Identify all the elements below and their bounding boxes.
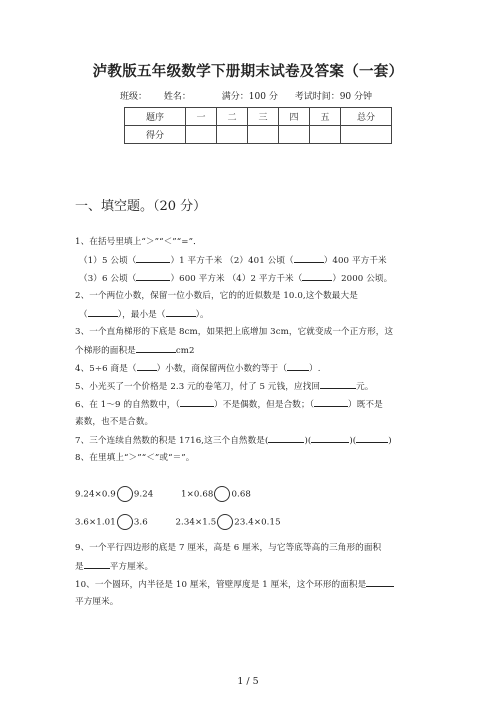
question-1-line-2: （3）6 公顷（ ）600 平方米 （4）2 平方千米（ ）2000 公顷。	[79, 271, 392, 284]
answer-blank[interactable]	[311, 433, 349, 443]
answer-blank[interactable]	[366, 577, 394, 587]
score-table-header-row	[125, 108, 392, 126]
score-cell[interactable]	[310, 126, 341, 144]
score-cell[interactable]	[186, 126, 217, 144]
compare-circle[interactable]	[214, 486, 230, 502]
question-8-row-2: 3.6×1.01 3.6 2.34×1.5 23.4×0.15	[75, 514, 281, 530]
answer-blank[interactable]	[136, 271, 170, 281]
question-9-line-2: 是 平方厘米。	[75, 559, 153, 572]
answer-blank[interactable]	[294, 253, 324, 263]
score-row-label: 得分	[125, 126, 186, 144]
answer-blank[interactable]	[166, 307, 196, 317]
page-number: 1 / 5	[237, 676, 259, 687]
exam-meta	[120, 89, 386, 102]
question-7: 7、三个连续自然数的积是 1716,这三个自然数是( )( )( )	[75, 433, 392, 446]
score-header-cell: 二	[217, 108, 248, 126]
compare-circle[interactable]	[217, 514, 233, 530]
score-header-cell: 题序	[125, 108, 186, 126]
full-score-label: 满分：100 分	[221, 92, 278, 102]
compare-circle[interactable]	[117, 514, 133, 530]
question-1-line-1: （1）5 公顷（ ）1 平方千米 （2）401 公顷（ ）400 平方千米	[79, 253, 387, 266]
score-cell[interactable]	[248, 126, 279, 144]
answer-blank[interactable]	[320, 379, 356, 389]
question-5: 5、小光买了一个价格是 2.3 元的卷笔刀，付了 5 元钱，应找回 元。	[75, 379, 373, 392]
score-cell[interactable]	[341, 126, 392, 144]
question-10-line-2: 平方厘米。	[75, 597, 119, 607]
score-header-cell: 总分	[341, 108, 392, 126]
score-cell[interactable]	[217, 126, 248, 144]
question-3: 3、一个直角梯形的下底是 8cm，如果把上底增加 3cm，它就变成一个正方形，这	[75, 327, 394, 337]
class-label: 班级：	[120, 92, 148, 102]
section-heading: 一、填空题。（20 分）	[75, 199, 207, 214]
answer-blank[interactable]	[302, 271, 332, 281]
question-6-line-2: 素数，也不是合数。	[75, 417, 154, 427]
score-header-cell: 三	[248, 108, 279, 126]
answer-blank[interactable]	[356, 433, 388, 443]
question-10: 10、一个圆环，内半径是 10 厘米，管壁厚度是 1 厘米，这个环形的面积是	[75, 577, 394, 590]
exam-time-label: 考试时间：90 分钟	[294, 92, 373, 102]
question-4: 4、5÷6 商是（ ）小数，商保留两位小数约等于（ ）.	[75, 361, 321, 374]
question-2-line-2: （ ），最小是（ ）。	[79, 307, 209, 320]
answer-blank[interactable]	[136, 253, 170, 263]
answer-blank[interactable]	[180, 397, 214, 407]
answer-blank[interactable]	[287, 361, 309, 371]
score-table-score-row	[125, 126, 392, 144]
name-label: 姓名：	[163, 92, 191, 102]
document-title: 泸教版五年级数学下册期末试卷及答案（一套）	[92, 64, 404, 80]
question-8-row-1: 9.24×0.9 9.24 1×0.68 0.68	[75, 486, 251, 502]
score-header-cell: 四	[279, 108, 310, 126]
answer-blank[interactable]	[268, 433, 304, 443]
question-6: 6、在 1～9 的自然数中，（ ）不是偶数，但是合数；（ ）既不是	[75, 397, 383, 410]
score-header-cell: 五	[310, 108, 341, 126]
question-3-line-2: 个梯形的面积是 cm2	[75, 343, 195, 356]
question-1: 1、在括号里填上“＞”“＜”“=”．	[75, 237, 202, 247]
answer-blank[interactable]	[314, 397, 348, 407]
compare-circle[interactable]	[117, 486, 133, 502]
score-cell[interactable]	[279, 126, 310, 144]
answer-blank[interactable]	[88, 307, 118, 317]
question-8: 8、在里填上“＞”“＜”或“＝”。	[75, 453, 195, 463]
answer-blank[interactable]	[137, 361, 157, 371]
score-header-cell: 一	[186, 108, 217, 126]
question-9: 9、一个平行四边形的底是 7 厘米，高是 6 厘米，与它等底等高的三角形的面积	[75, 543, 382, 553]
score-table	[124, 107, 392, 144]
answer-blank[interactable]	[84, 559, 110, 569]
question-2: 2、一个两位小数，保留一位小数后，它的的近似数是 10.0,这个数最大是	[75, 291, 358, 301]
answer-blank[interactable]	[136, 343, 176, 353]
